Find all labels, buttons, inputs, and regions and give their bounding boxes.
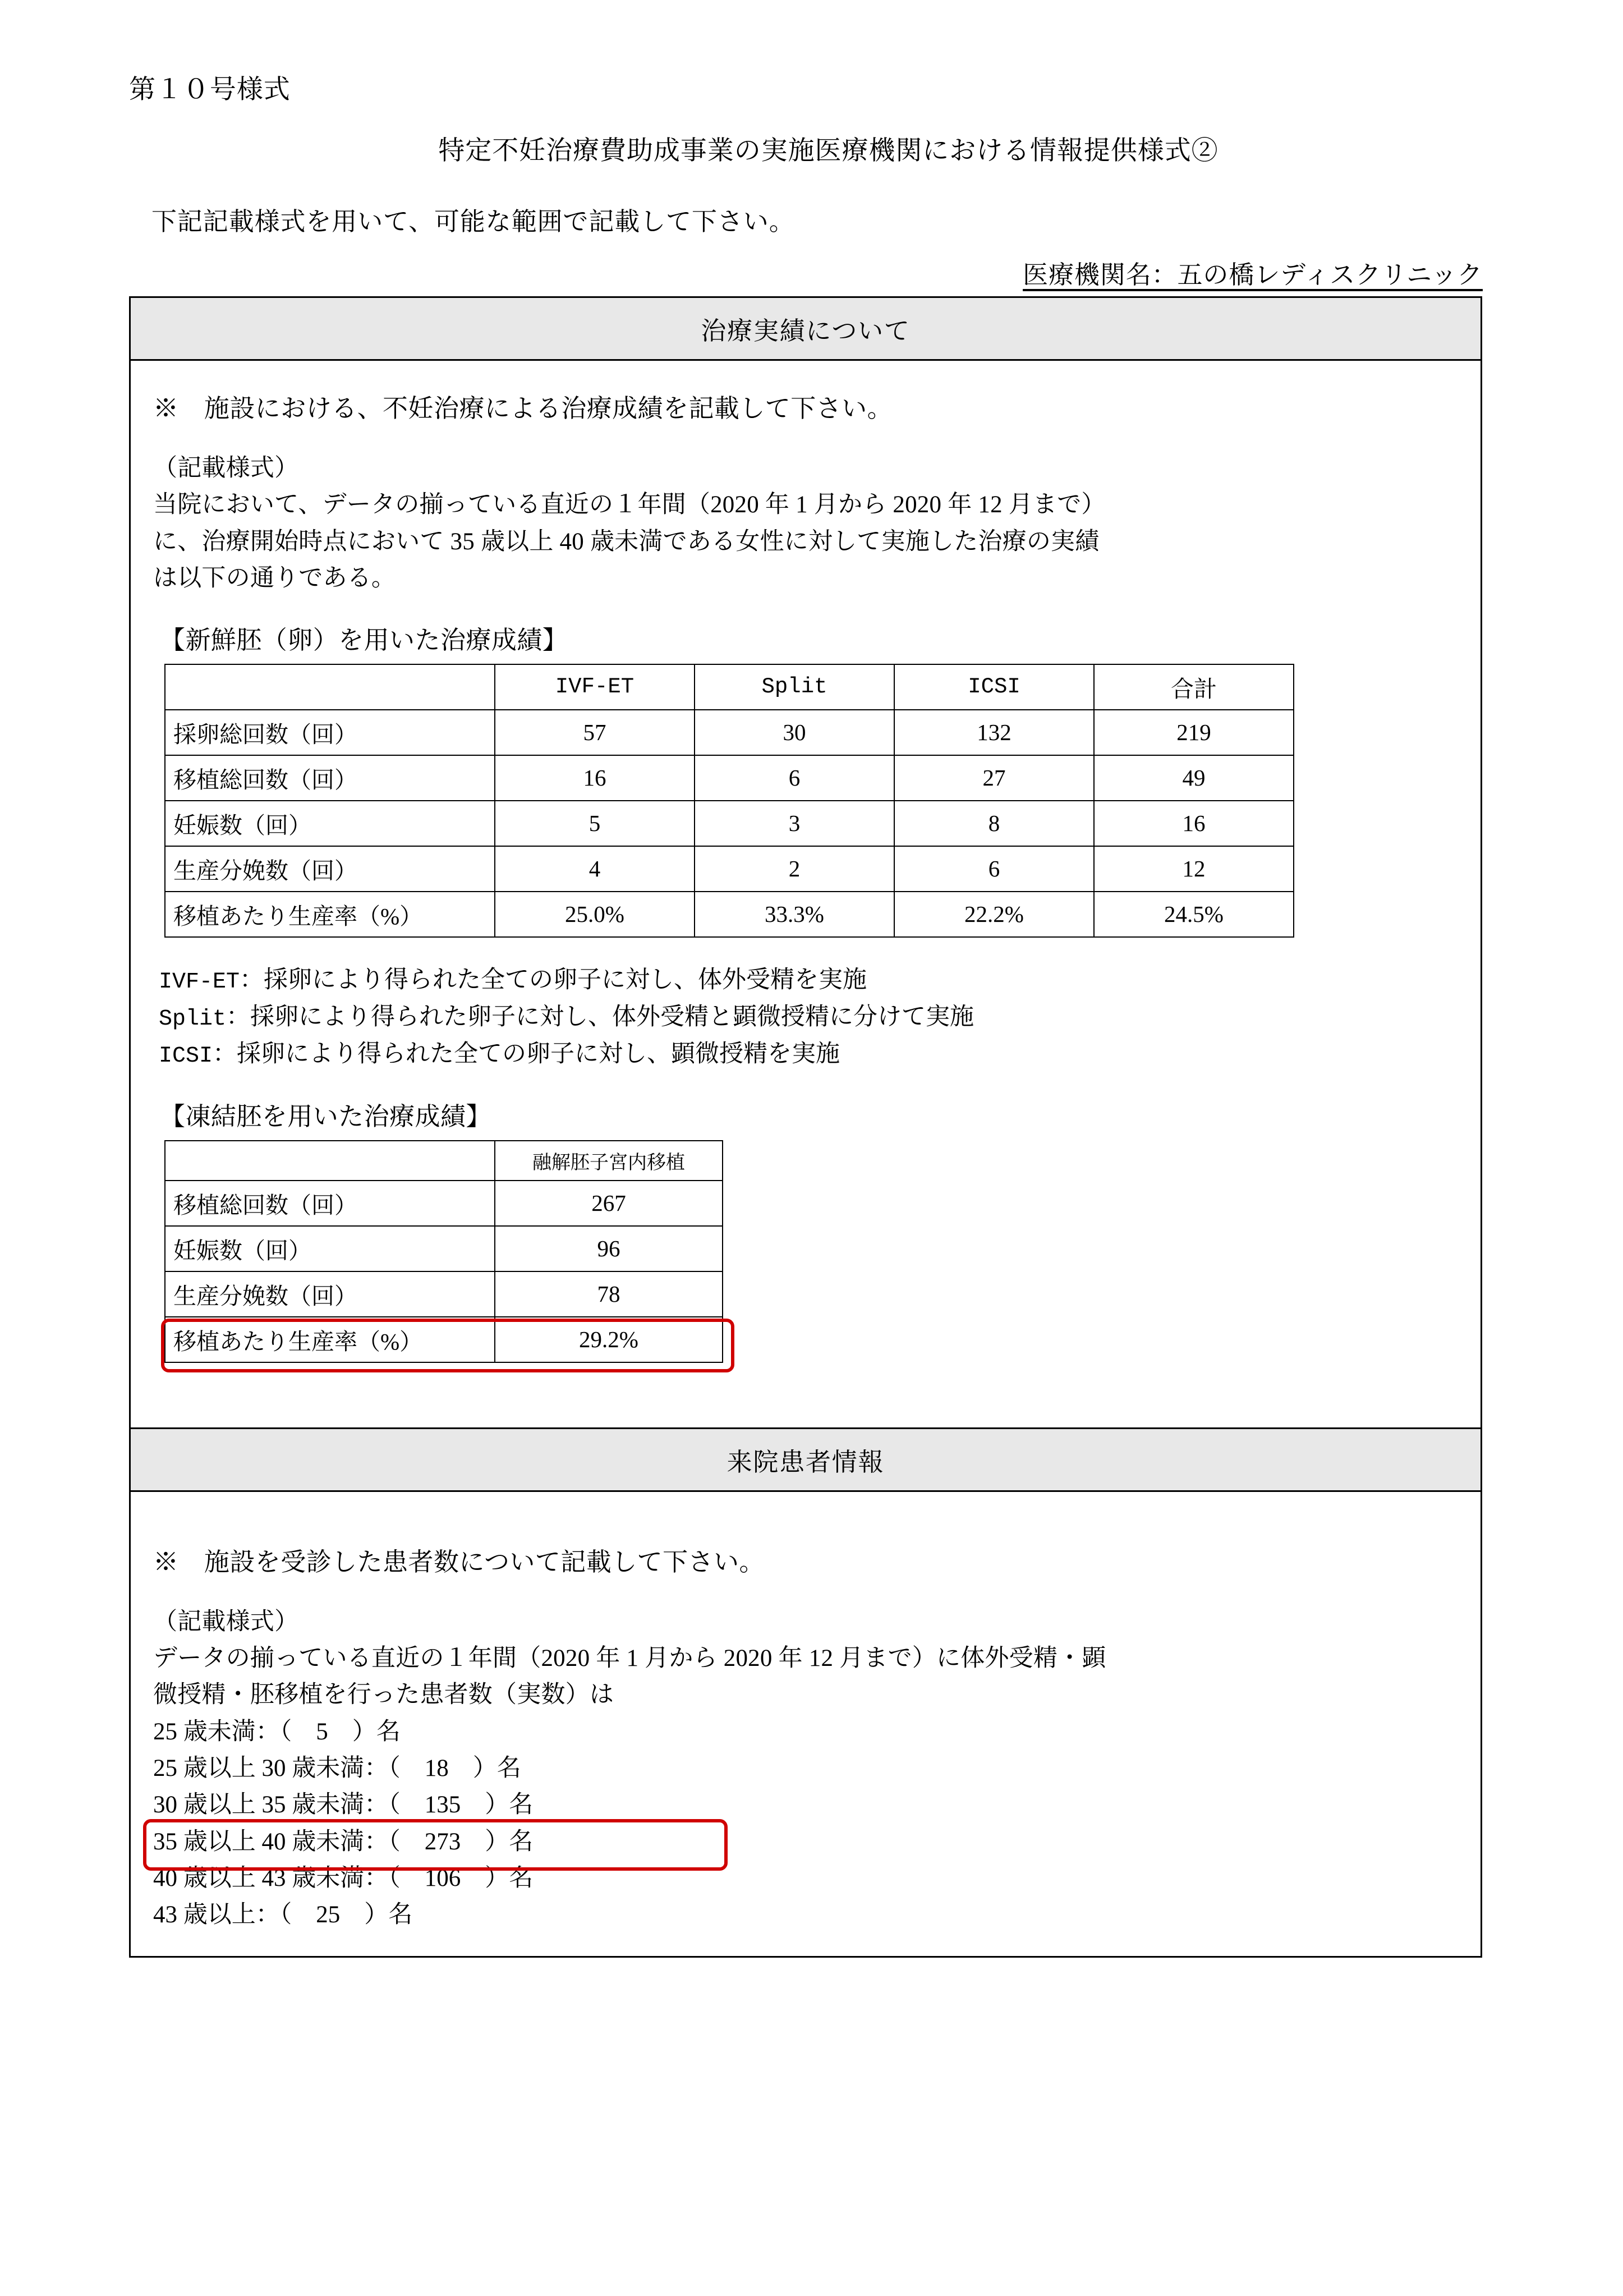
fresh-row0-label: 採卵総回数（回）	[165, 710, 495, 755]
age-row-over43: 43 歳以上：（ 25 ）名	[153, 1902, 413, 1928]
fresh-embryo-heading: 【新鮮胚（卵）を用いた治療成績】	[160, 626, 568, 654]
fresh-embryo-table	[164, 664, 1294, 938]
fresh-col-4: 合計	[1094, 664, 1294, 710]
fresh-row4-val1: 33.3%	[695, 892, 894, 937]
definition-term-ivf-et: IVF-ET	[159, 969, 240, 995]
table-row	[165, 892, 1294, 937]
fresh-row2-val1: 3	[695, 801, 894, 846]
table-row	[165, 1226, 723, 1271]
fresh-row0-val1: 30	[695, 710, 894, 755]
fresh-row3-val0: 4	[495, 846, 695, 892]
fresh-col-1: IVF-ET	[495, 664, 695, 710]
section1-format-label: （記載様式）	[153, 455, 299, 482]
form-number: 第１０号様式	[129, 75, 291, 104]
fresh-row1-label: 移植総回数（回）	[165, 755, 495, 801]
frozen-row3-val0: 29.2%	[495, 1317, 723, 1362]
frozen-embryo-heading: 【凍結胚を用いた治療成績】	[160, 1102, 491, 1131]
fresh-row3-val2: 6	[894, 846, 1094, 892]
frozen-table-wrapper	[153, 1140, 723, 1363]
fresh-row4-val3: 24.5%	[1094, 892, 1294, 937]
fresh-row4-val0: 25.0%	[495, 892, 695, 937]
fresh-row1-val2: 27	[894, 755, 1094, 801]
age-row-under25: 25 歳未満：（ 5 ）名	[153, 1718, 401, 1745]
fresh-col-2: Split	[695, 664, 894, 710]
frozen-row2-val0: 78	[495, 1271, 723, 1317]
instruction-text: 下記記載様式を用いて、可能な範囲で記載して下さい。	[151, 208, 795, 236]
clinic-name-value: 医療機関名：五の橋レディスクリニック	[1023, 261, 1483, 290]
section-header-treatment-results: 治療実績について	[131, 298, 1481, 361]
definitions-block	[159, 962, 1458, 1073]
definition-text-split: ：採卵により得られた卵子に対し、体外受精と顕微授精に分けて実施	[226, 1003, 974, 1030]
section2-paragraph-line2: 微授精・胚移植を行った患者数（実数）は	[153, 1682, 614, 1709]
section-header-patient-info: 来院患者情報	[131, 1427, 1481, 1492]
fresh-row2-val0: 5	[495, 801, 695, 846]
section2-format-label: （記載様式）	[153, 1608, 299, 1635]
definition-text-ivf-et: ：採卵により得られた全ての卵子に対し、体外受精を実施	[240, 966, 867, 993]
definition-icsi	[159, 1036, 1458, 1073]
patient-age-list	[153, 1714, 1458, 1934]
definition-ivf-et	[159, 962, 1458, 999]
fresh-row1-val3: 49	[1094, 755, 1294, 801]
definition-term-split: Split	[159, 1006, 227, 1032]
fresh-col-3: ICSI	[894, 664, 1094, 710]
definition-split	[159, 999, 1458, 1036]
section1-note: ※ 施設における、不妊治療による治療成績を記載して下さい。	[153, 394, 893, 423]
fresh-row3-label: 生産分娩数（回）	[165, 846, 495, 892]
table-row	[165, 801, 1294, 846]
document-title: 特定不妊治療費助成事業の実施医療機関における情報提供様式②	[438, 136, 1219, 166]
fresh-row4-label: 移植あたり生産率（%）	[165, 892, 495, 937]
section2-paragraph-line1: データの揃っている直近の１年間（2020 年 1 月から 2020 年 12 月まで）に体外受精・顕	[153, 1645, 1106, 1672]
fresh-row0-val2: 132	[894, 710, 1094, 755]
frozen-row1-val0: 96	[495, 1226, 723, 1271]
table-row	[165, 710, 1294, 755]
section1-paragraph-line1: 当院において、データの揃っている直近の１年間（2020 年 1 月から 2020 年 12 月まで）	[153, 492, 1106, 518]
fresh-row1-val0: 16	[495, 755, 695, 801]
section2-note: ※ 施設を受診した患者数について記載して下さい。	[153, 1547, 765, 1576]
table-row	[165, 1317, 723, 1362]
table-row	[165, 1271, 723, 1317]
fresh-row3-val3: 12	[1094, 846, 1294, 892]
section1-paragraph-line3: は以下の通りである。	[153, 565, 396, 592]
spacer	[153, 424, 1458, 450]
spacer	[153, 1578, 1458, 1604]
age-row-40to43: 40 歳以上 43 歳未満：（ 106 ）名	[153, 1865, 534, 1892]
section-body-treatment-results	[131, 361, 1481, 1427]
frozen-col-0	[165, 1141, 495, 1181]
table-row	[165, 1181, 723, 1226]
frozen-row0-label: 移植総回数（回）	[165, 1181, 495, 1226]
definition-text-icsi: ：採卵により得られた全ての卵子に対し、顕微授精を実施	[213, 1040, 840, 1067]
frozen-row2-label: 生産分娩数（回）	[165, 1271, 495, 1317]
fresh-row2-val2: 8	[894, 801, 1094, 846]
frozen-embryo-table	[164, 1140, 723, 1363]
frozen-row3-label: 移植あたり生産率（%）	[165, 1317, 495, 1362]
fresh-row4-val2: 22.2%	[894, 892, 1094, 937]
fresh-col-0	[165, 664, 495, 710]
table-row	[165, 846, 1294, 892]
clinic-name-line	[129, 254, 1483, 291]
fresh-row2-label: 妊娠数（回）	[165, 801, 495, 846]
fresh-row1-val1: 6	[695, 755, 894, 801]
fresh-row0-val3: 219	[1094, 710, 1294, 755]
frozen-row0-val0: 267	[495, 1181, 723, 1226]
fresh-row0-val0: 57	[495, 710, 695, 755]
frozen-row1-label: 妊娠数（回）	[165, 1226, 495, 1271]
definition-term-icsi: ICSI	[159, 1043, 213, 1069]
age-row-35to40: 35 歳以上 40 歳未満：（ 273 ）名	[153, 1828, 534, 1855]
age-row-30to35: 30 歳以上 35 歳未満：（ 135 ）名	[153, 1792, 534, 1819]
table-row	[165, 755, 1294, 801]
age-row-25to30: 25 歳以上 30 歳未満：（ 18 ）名	[153, 1755, 521, 1781]
age-row-35to40-wrapper	[153, 1824, 533, 1860]
table-header-row	[165, 664, 1294, 710]
fresh-row3-val1: 2	[695, 846, 894, 892]
section-body-patient-info	[131, 1492, 1481, 1956]
table-header-row	[165, 1141, 723, 1181]
spacer	[153, 1366, 1458, 1405]
content-box	[129, 296, 1482, 1958]
section1-paragraph-line2: に、治療開始時点において 35 歳以上 40 歳未満である女性に対して実施した治療の実績	[153, 528, 1100, 555]
fresh-row2-val3: 16	[1094, 801, 1294, 846]
frozen-col-1: 融解胚子宮内移植	[495, 1141, 723, 1181]
spacer	[153, 1509, 1458, 1531]
